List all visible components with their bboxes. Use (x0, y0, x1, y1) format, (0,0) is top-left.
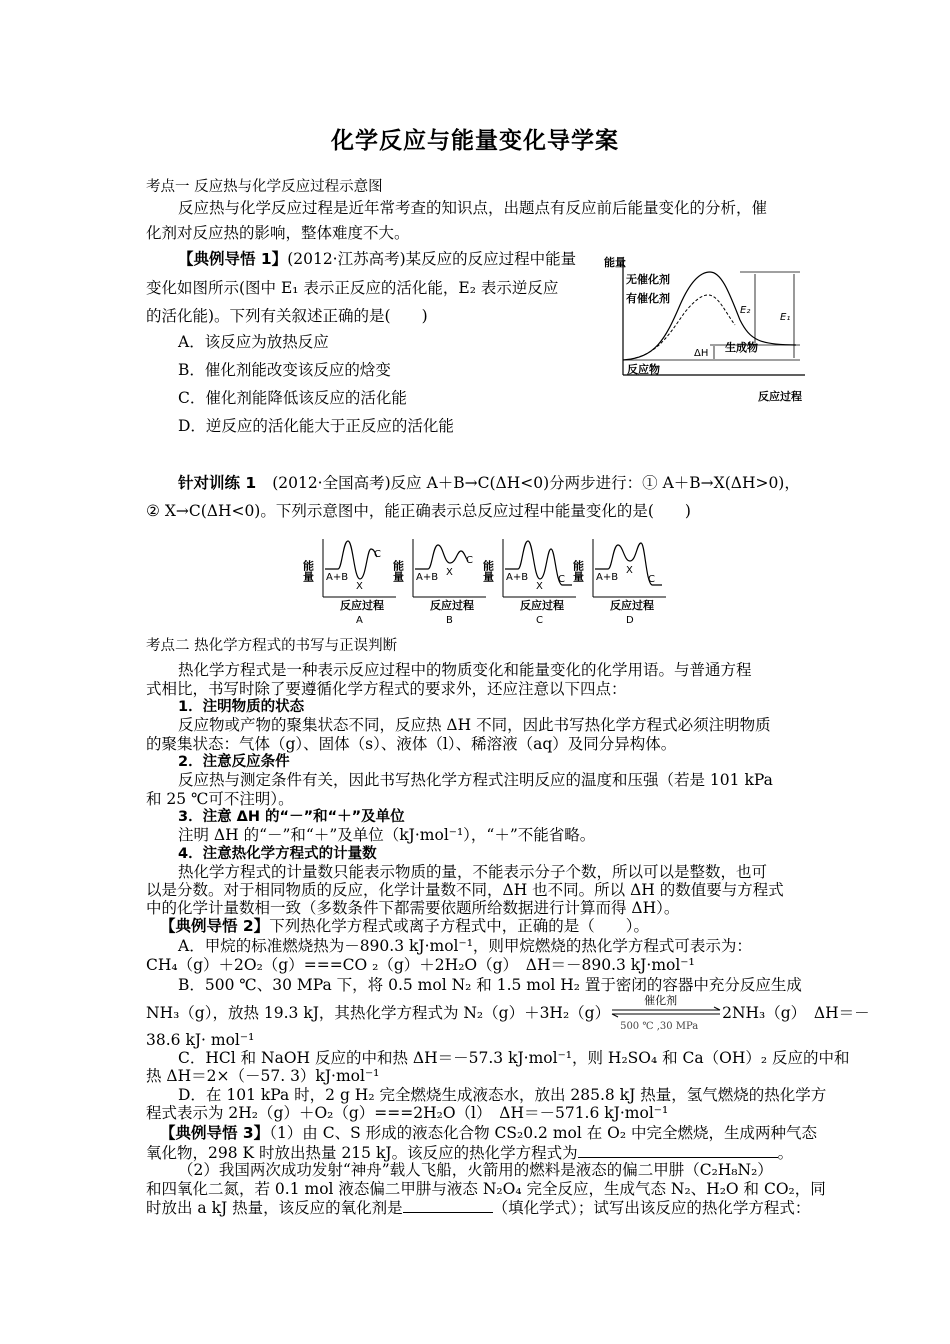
page-title: 化学反应与能量变化导学案 (331, 128, 619, 154)
graph-b-xlabel: 反应过程 (430, 599, 474, 612)
example2-b-eq-right: 2NH₃（g） ΔH＝－ (722, 1004, 870, 1022)
graph-d-xlabel: 反应过程 (610, 599, 654, 612)
graph-a-id: A (356, 615, 363, 626)
fig1-e1-label: E₁ (780, 312, 791, 323)
fig1-dh-label: ΔH (694, 348, 709, 359)
section1-intro-line2: 化剂对反应热的影响，整体难度不大。 (146, 224, 410, 242)
point4-line1: 热化学方程式的计量数只能表示物质的量，不能表示分子个数，所以可以是整数，也可 (178, 863, 768, 881)
answer-blank-equation[interactable] (578, 1143, 778, 1158)
example1-label: 【典例导悟 1】 (178, 250, 288, 268)
graph-a-ylabel: 能量 (301, 560, 315, 582)
example2-a-line1: A．甲烷的标准燃烧热为－890.3 kJ·mol⁻¹，则甲烷燃烧的热化学方程式可表示为： (178, 937, 752, 955)
section1-intro-line1: 反应热与化学反应过程是近年常考查的知识点，出题点有反应前后能量变化的分析，催 (178, 199, 768, 217)
graph-a-x: X (356, 581, 363, 592)
example1-option-b: B．催化剂能改变该反应的焓变 (178, 361, 391, 379)
point3-heading: 3．注意 ΔH 的“－”和“＋”及单位 (178, 809, 405, 825)
point4-line2: 以是分数。对于相同物质的反应，化学计量数不同，ΔH 也不同。所以 ΔH 的数值要与方程式 (146, 881, 784, 899)
graph-c-id: C (536, 615, 543, 626)
example2-label: 【典例导悟 2】 (160, 917, 270, 935)
example2-b-line3: 38.6 kJ· mol⁻¹ (146, 1031, 255, 1049)
graph-d-id: D (626, 615, 634, 626)
example1-question-line1 (178, 250, 576, 268)
example3-line4: 和四氧化二氮，若 0.1 mol 液态偏二甲肼与液态 N₂O₄ 完全反应，生成气态 N₂、H₂O 和 CO₂，同 (146, 1180, 826, 1198)
example3-line5 (146, 1198, 810, 1217)
point1-line2: 的聚集状态：气体（g）、固体（s）、液体（l）、稀溶液（aq）及同分异构体。 (146, 735, 677, 753)
catalyst-condition: 催化剂 (644, 994, 678, 1007)
graph-c-ylabel: 能量 (481, 560, 495, 582)
example3-q2: 氧化物，298 K 时放出热量 215 kJ。该反应的热化学方程式为 (146, 1144, 578, 1162)
section2-heading: 考点二 热化学方程式的书写与正误判断 (146, 638, 398, 654)
example2-a-line2: CH₄（g）＋2O₂（g）===CO ₂（g）＋2H₂O（g） ΔH＝－890.3 kJ·mol⁻¹ (146, 956, 695, 974)
example3-line1 (160, 1124, 817, 1142)
graph-d-x: X (626, 565, 633, 576)
point4-heading: 4．注意热化学方程式的计量数 (178, 846, 377, 862)
training1-line2: ② X→C(ΔH<0)。下列示意图中，能正确表示总反应过程中能量变化的是( ) (146, 502, 691, 520)
example3-line3: （2）我国两次成功发射“神舟”载人飞船，火箭用的燃料是液态的偏二甲肼（C₂H₈N₂） (178, 1161, 773, 1179)
point2-line2: 和 25 ℃可不注明）。 (146, 790, 294, 808)
example2-question (160, 917, 649, 935)
example1-q1: (2012·江苏高考)某反应的反应过程中能量 (287, 250, 577, 268)
graph-option-d (571, 535, 670, 627)
fig1-e2-label: E₂ (740, 305, 751, 316)
training1-label: 针对训练 1 (178, 474, 257, 492)
example3-q5b: （填化学式）；试写出该反应的热化学方程式： (492, 1199, 811, 1217)
fig1-ylabel: 能量 (604, 256, 626, 269)
example2-c-line2: 热 ΔH＝2×（－57. 3）kJ·mol⁻¹ (146, 1067, 380, 1085)
answer-blank-oxidizer[interactable] (403, 1198, 493, 1213)
graph-a-c: C (374, 549, 381, 560)
example3-q5a: 时放出 a kJ 热量，该反应的氧化剂是 (146, 1199, 403, 1217)
graph-a-xlabel: 反应过程 (340, 599, 384, 612)
example3-q2-end: 。 (777, 1144, 794, 1162)
graph-option-b (391, 535, 490, 627)
example1-option-c: C．催化剂能降低该反应的活化能 (178, 389, 407, 407)
graph-c-c: C (558, 574, 565, 585)
graph-b-x: X (446, 567, 453, 578)
graph-d-ab: A+B (596, 572, 619, 583)
graph-b-c: C (466, 555, 473, 566)
fig1-reactant-label: 反应物 (627, 363, 660, 376)
graph-d-c: C (648, 574, 655, 585)
section2-intro-line1: 热化学方程式是一种表示反应过程中的物质变化和能量变化的化学用语。与普通方程 (178, 661, 752, 679)
example2-d-line2: 程式表示为 2H₂（g）＋O₂（g）===2H₂O（l） ΔH＝－571.6 kJ·mol⁻¹ (146, 1104, 669, 1122)
graph-d-ylabel: 能量 (571, 560, 585, 582)
point3-line1: 注明 ΔH 的“－”和“＋”及单位（kJ·mol⁻¹），“＋”不能省略。 (178, 826, 596, 844)
example3-label: 【典例导悟 3】 (160, 1124, 270, 1142)
example1-question-line2: 变化如图所示(图中 E₁ 表示正反应的活化能，E₂ 表示逆反应 (146, 279, 559, 297)
example2-q: 下列热化学方程式或离子方程式中，正确的是（ ）。 (269, 917, 649, 935)
temperature-pressure-condition: 500 ℃ ,30 MPa (620, 1021, 699, 1032)
training1-q1: (2012·全国高考)反应 A＋B→C(ΔH<0)分两步进行：① A＋B→X(ΔH>0)， (272, 474, 800, 492)
point1-line1: 反应物或产物的聚集状态不同，反应热 ΔH 不同，因此书写热化学方程式必须注明物质 (178, 716, 771, 734)
fig1-product-label: 生成物 (725, 341, 758, 354)
section1-heading: 考点一 反应热与化学反应过程示意图 (146, 179, 383, 195)
example2-d-line1: D．在 101 kPa 时，2 g H₂ 完全燃烧生成液态水，放出 285.8 kJ 热量，氢气燃烧的热化学方 (178, 1086, 827, 1104)
example3-q1: （1）由 C、S 形成的液态化合物 CS₂0.2 mol 在 O₂ 中完全燃烧，生成两种气态 (269, 1124, 818, 1142)
graph-b-id: B (446, 615, 453, 626)
graph-a-ab: A+B (326, 572, 349, 583)
example1-option-d: D．逆反应的活化能大于正反应的活化能 (178, 417, 454, 435)
reversible-arrow (610, 994, 722, 1032)
example3-line2 (146, 1143, 793, 1162)
fig1-catalyst-label: 有催化剂 (626, 292, 670, 305)
graph-c-xlabel: 反应过程 (520, 599, 564, 612)
section2-intro-line2: 式相比，书写时除了要遵循化学方程式的要求外，还应注意以下四点： (146, 680, 627, 698)
point2-heading: 2．注意反应条件 (178, 754, 290, 770)
point4-line3: 中的化学计量数相一致（多数条件下都需要依题所给数据进行计算而得 ΔH）。 (146, 899, 680, 917)
fig1-no-catalyst-label: 无催化剂 (626, 273, 670, 286)
graph-c-ab: A+B (506, 572, 529, 583)
example1-question-line3: 的活化能)。下列有关叙述正确的是( ) (146, 307, 428, 325)
point1-heading: 1．注明物质的状态 (178, 699, 305, 715)
graph-option-a (301, 535, 400, 627)
example2-b-line1: B．500 ℃、30 MPa 下，将 0.5 mol N₂ 和 1.5 mol H₂ 置于密闭的容器中充分反应生成 (178, 976, 802, 994)
graph-b-ylabel: 能量 (391, 560, 405, 582)
fig1-xlabel: 反应过程 (758, 390, 802, 403)
energy-profile-diagram (600, 250, 815, 405)
graph-c-x: X (536, 581, 543, 592)
graph-b-ab: A+B (416, 572, 439, 583)
example2-c-line1: C．HCl 和 NaOH 反应的中和热 ΔH＝－57.3 kJ·mol⁻¹，则 H₂SO₄ 和 Ca（OH）₂ 反应的中和 (178, 1049, 850, 1067)
graph-option-c (481, 535, 580, 627)
point2-line1: 反应热与测定条件有关，因此书写热化学方程式注明反应的温度和压强（若是 101 kPa (178, 771, 773, 789)
example2-b-line2 (146, 994, 870, 1032)
example1-option-a: A．该反应为放热反应 (178, 333, 329, 351)
training1-line1 (178, 474, 800, 492)
example2-b-eq-left: NH₃（g），放热 19.3 kJ，其热化学方程式为 N₂（g）＋3H₂（g） (146, 1004, 611, 1022)
